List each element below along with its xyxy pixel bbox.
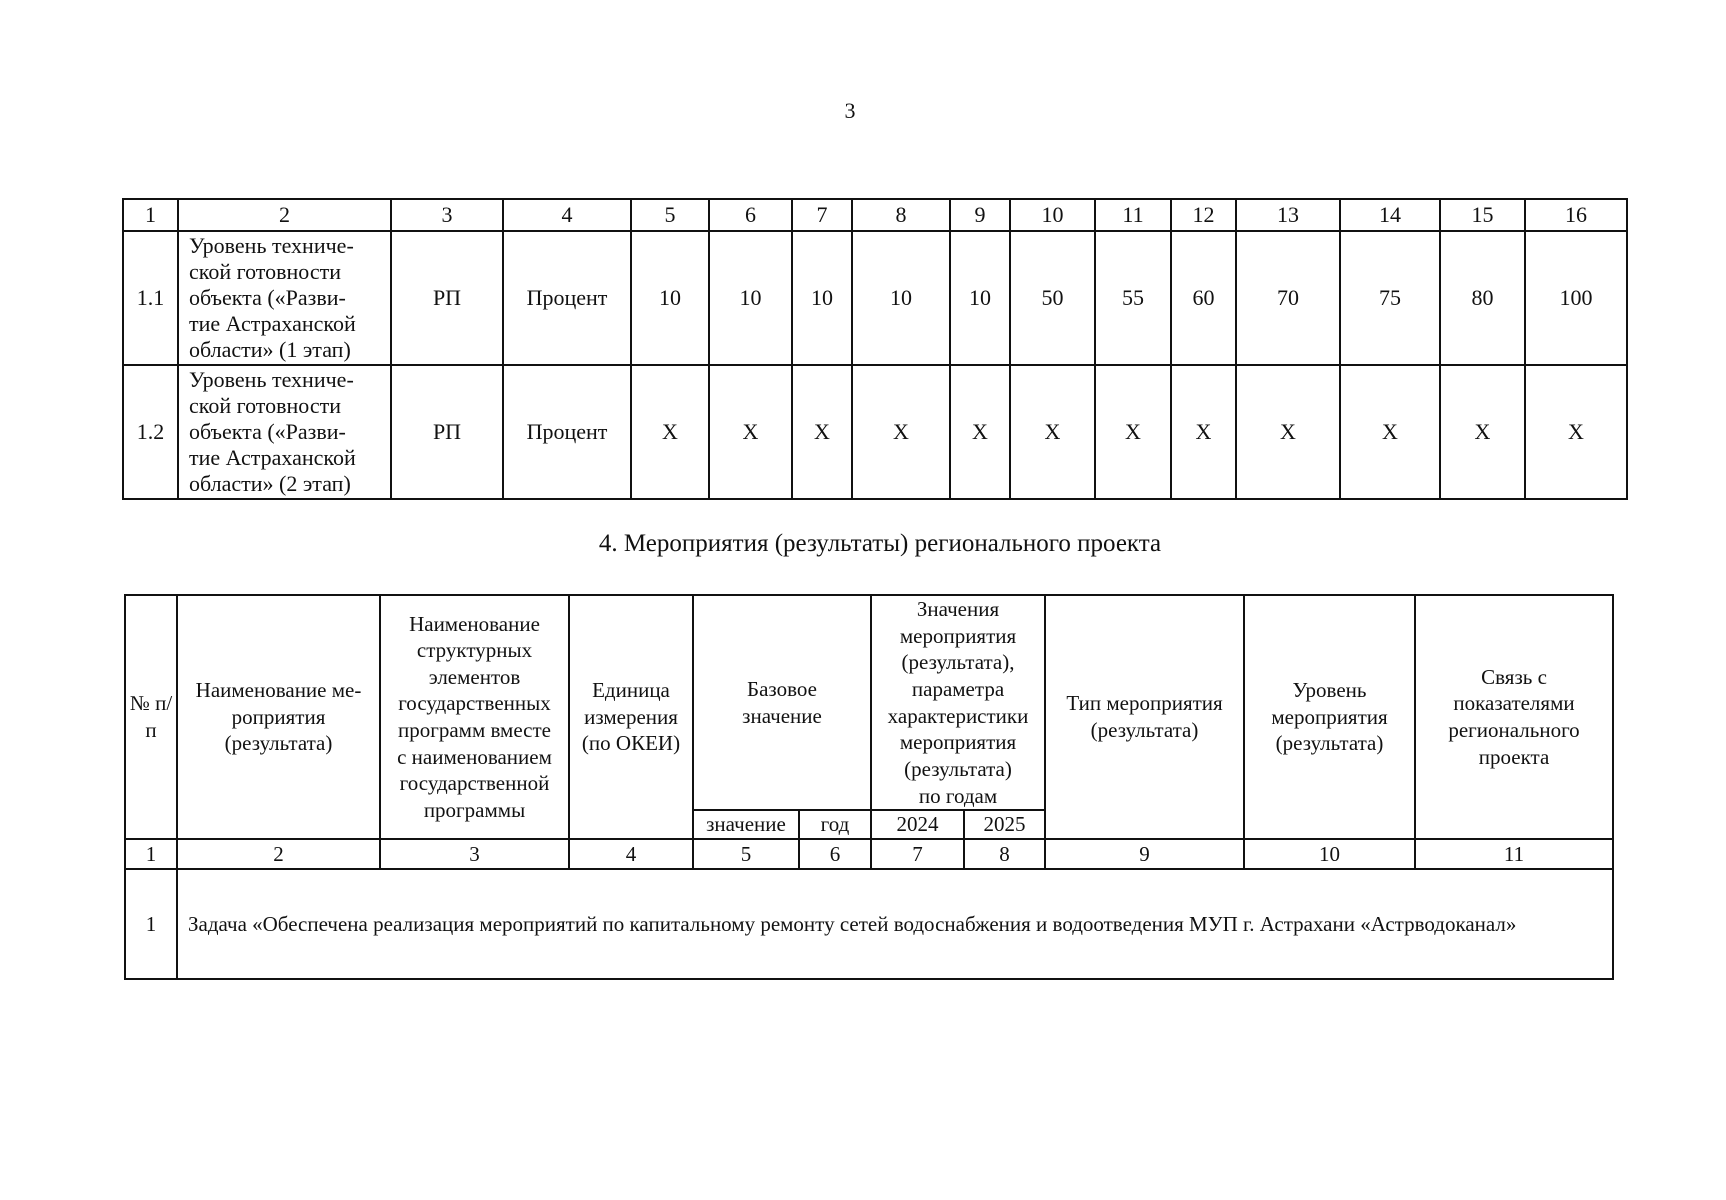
header-base-value (693, 595, 871, 810)
column-number: 6 (709, 199, 792, 231)
header-line: мероприятия (899, 623, 1017, 648)
header-line: (результата) (1090, 718, 1199, 743)
indicator-value: X (1236, 365, 1340, 499)
header-link-to-indicators (1415, 595, 1613, 839)
column-number: 10 (1244, 839, 1415, 869)
column-number: 14 (1340, 199, 1440, 231)
indicator-value: 70 (1236, 231, 1340, 365)
header-line: государственных (398, 691, 551, 716)
header-line: Уровень (1292, 678, 1367, 703)
indicator-number: 1.1 (123, 231, 178, 365)
header-year-2025: 2025 (964, 810, 1045, 839)
header-base-value-year: год (799, 810, 871, 839)
header-line: (результата), (901, 650, 1015, 675)
header-line: мероприятия (1271, 704, 1388, 729)
events-table (124, 594, 1614, 980)
indicator-row (123, 365, 1627, 499)
column-number: 15 (1440, 199, 1525, 231)
indicator-name-line: объекта («Разви- (189, 285, 346, 311)
column-number: 10 (1010, 199, 1095, 231)
task-number: 1 (125, 869, 177, 979)
header-event-level (1244, 595, 1415, 839)
indicator-value: X (709, 365, 792, 499)
indicator-value: 10 (709, 231, 792, 365)
column-number: 11 (1415, 839, 1613, 869)
header-line: Базовое (747, 676, 817, 701)
indicator-value: X (852, 365, 950, 499)
indicator-number: 1.2 (123, 365, 178, 499)
header-event-type (1045, 595, 1244, 839)
header-values-by-year (871, 595, 1045, 810)
events-column-numbers-row (125, 839, 1613, 869)
column-number: 7 (871, 839, 964, 869)
indicator-value: 80 (1440, 231, 1525, 365)
events-header-row (125, 595, 1613, 810)
task-row (125, 869, 1613, 979)
column-number: 16 (1525, 199, 1627, 231)
indicator-name-line: ской готовности (189, 393, 341, 419)
header-line: значение (742, 703, 822, 728)
column-number: 4 (569, 839, 693, 869)
header-line: (результата) (1275, 731, 1384, 756)
header-base-value-value: значение (693, 810, 799, 839)
indicator-value: 50 (1010, 231, 1095, 365)
column-number: 6 (799, 839, 871, 869)
indicator-value: 60 (1171, 231, 1236, 365)
indicators-table (122, 198, 1628, 500)
indicator-value: X (1095, 365, 1171, 499)
indicator-value: X (792, 365, 852, 499)
indicator-name (178, 231, 391, 365)
column-number: 8 (852, 199, 950, 231)
indicator-row (123, 231, 1627, 365)
header-line: характеристики (887, 703, 1029, 728)
indicator-value: 10 (792, 231, 852, 365)
header-line: структурных (416, 638, 533, 663)
task-text: Задача «Обеспечена реализация мероприятий по капитальному ремонту сетей водоснабжения и водоотведения МУП г. Астрахани «Астрводоканал» (177, 869, 1613, 979)
header-line: регионального (1448, 718, 1580, 743)
indicator-name-line: объекта («Разви- (189, 419, 346, 445)
indicator-value: X (1525, 365, 1627, 499)
header-line: Значения (916, 597, 1000, 621)
header-line: Наименование (409, 611, 540, 636)
header-structural-elements (380, 595, 569, 839)
header-line: параметра (911, 676, 1005, 701)
indicator-level: РП (391, 231, 503, 365)
column-number: 2 (178, 199, 391, 231)
header-line: Тип мероприятия (1066, 691, 1223, 716)
indicator-unit: Процент (503, 365, 631, 499)
header-line: Связь с (1481, 664, 1547, 689)
header-unit (569, 595, 693, 839)
header-line: показателями (1453, 691, 1575, 716)
header-line: измерения (584, 704, 678, 729)
column-number: 11 (1095, 199, 1171, 231)
indicator-value: 55 (1095, 231, 1171, 365)
indicator-name (178, 365, 391, 499)
indicator-value: X (1171, 365, 1236, 499)
indicator-unit: Процент (503, 231, 631, 365)
indicator-value: 100 (1525, 231, 1627, 365)
column-number: 5 (631, 199, 709, 231)
column-number: 9 (1045, 839, 1244, 869)
indicator-level: РП (391, 365, 503, 499)
header-line: роприятия (231, 704, 326, 729)
indicator-name-line: ской готовности (189, 259, 341, 285)
header-line: Наименование ме- (195, 678, 362, 703)
header-line: государственной (399, 771, 550, 796)
header-line: программ вместе (397, 718, 551, 743)
indicator-name-line: области» (2 этап) (189, 470, 351, 496)
column-number: 5 (693, 839, 799, 869)
header-line: мероприятия (899, 730, 1017, 755)
indicator-value: X (950, 365, 1010, 499)
indicator-name-line: Уровень техниче- (189, 233, 354, 259)
column-number: 7 (792, 199, 852, 231)
column-number: 3 (380, 839, 569, 869)
indicator-name-line: области» (1 этап) (189, 336, 351, 362)
indicator-value: 10 (950, 231, 1010, 365)
indicator-name-line: тие Астраханской (189, 310, 356, 336)
header-num: № п/п (125, 595, 177, 839)
header-line: Единица (592, 678, 670, 703)
header-year-2024: 2024 (871, 810, 964, 839)
header-line: программы (423, 798, 526, 823)
page-number: 3 (844, 98, 856, 123)
indicator-value: 10 (631, 231, 709, 365)
indicator-name-line: Уровень техниче- (189, 367, 354, 393)
indicator-value: X (1340, 365, 1440, 499)
indicator-name-line: тие Астраханской (189, 444, 356, 470)
header-line: проекта (1478, 744, 1550, 769)
header-line: по годам (918, 783, 998, 808)
header-line: (результата) (904, 756, 1012, 781)
column-number: 8 (964, 839, 1045, 869)
column-number: 4 (503, 199, 631, 231)
header-line: элементов (428, 664, 521, 689)
indicator-value: X (631, 365, 709, 499)
indicator-value: 10 (852, 231, 950, 365)
indicator-value: 75 (1340, 231, 1440, 365)
header-event-name (177, 595, 380, 839)
column-number: 13 (1236, 199, 1340, 231)
indicator-value: X (1440, 365, 1525, 499)
header-line: с наименованием (397, 744, 552, 769)
column-number: 9 (950, 199, 1010, 231)
header-line: (по ОКЕИ) (581, 731, 681, 756)
indicators-column-numbers-row (123, 199, 1627, 231)
column-number: 1 (125, 839, 177, 869)
indicator-value: X (1010, 365, 1095, 499)
header-line: (результата) (224, 731, 333, 756)
column-number: 1 (123, 199, 178, 231)
column-number: 3 (391, 199, 503, 231)
section-title: 4. Мероприятия (результаты) регионального проекта (598, 530, 1162, 557)
column-number: 2 (177, 839, 380, 869)
column-number: 12 (1171, 199, 1236, 231)
